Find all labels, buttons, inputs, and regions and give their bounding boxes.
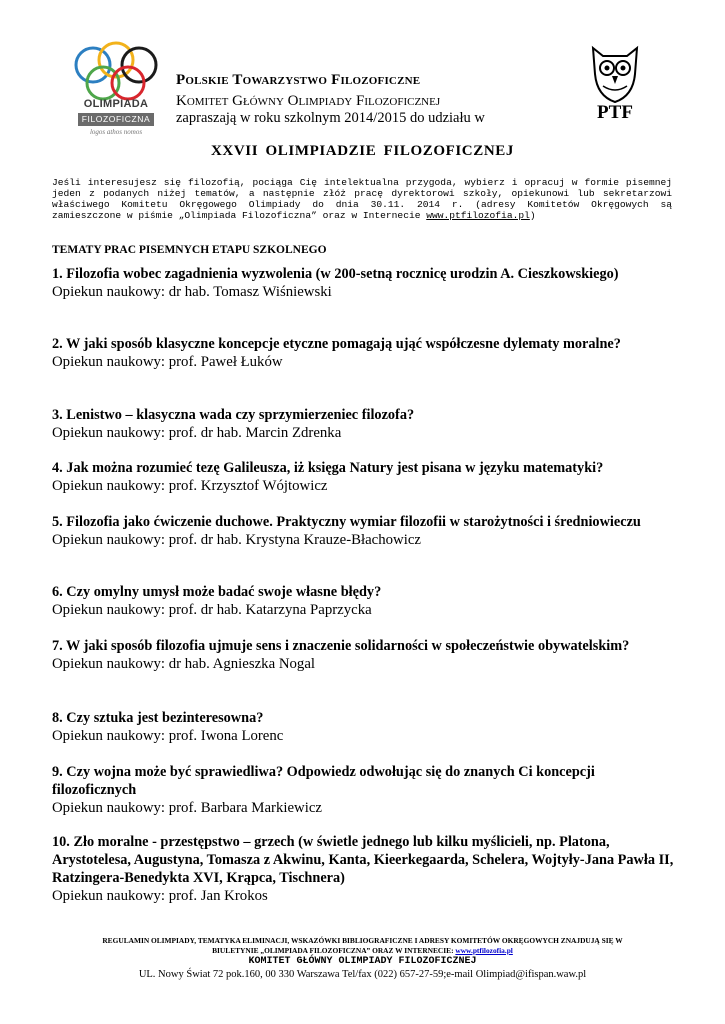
topic-supervisor: Opiekun naukowy: dr hab. Agnieszka Nogal xyxy=(52,656,315,672)
topic-item xyxy=(52,763,677,817)
topic-item xyxy=(52,513,677,549)
topic-title: 10. Zło moralne - przestępstwo – grzech (w świetle jednego lub kilku myślicieli, np. Platona, Arystotelesa, Augustyna, Tomasza z Akwinu, Kanta, Kieerkegaarda, Schelera, Wojtyły-Jana Pawła II, Ratzingera-Benedykta XVI, Krąpca, Tischnera) xyxy=(52,834,674,886)
topic-item xyxy=(52,335,677,371)
ptf-logo xyxy=(585,44,645,128)
topic-item xyxy=(52,709,677,745)
topic-item xyxy=(52,833,677,905)
topic-title: 2. W jaki sposób klasyczne koncepcje etyczne pomagają ująć współczesne dylematy moralne? xyxy=(52,336,621,352)
footer-regulations-line2: BIULETYNIE „OLIMPIADA FILOZOFICZNA” ORAZ W INTERNECIE: xyxy=(212,945,456,955)
topic-title: 1. Filozofia wobec zagadnienia wyzwolenia (w 200-setną rocznicę urodzin A. Cieszkowskiego) xyxy=(52,266,619,282)
topic-item xyxy=(52,406,677,442)
logo-word-olimpiada: OLIMPIADA xyxy=(83,98,149,110)
footer-regulations-line1: REGULAMIN OLIMPIADY, TEMATYKA ELIMINACJI, WSKAZÓWKI BIBLIOGRAFICZNE I ADRESY KOMITETÓW OKRĘGOWYCH ZNAJDUJĄ SIĘ W xyxy=(102,936,623,945)
intro-link[interactable]: www.ptfilozofia.pl xyxy=(426,210,530,221)
topic-item xyxy=(52,637,677,673)
footer-regulations-line2-wrap xyxy=(0,946,725,956)
topic-supervisor: Opiekun naukowy: prof. Jan Krokos xyxy=(52,888,268,904)
footer-link[interactable]: www.ptfilozofia.pl xyxy=(455,945,513,955)
org-name: Polskie Towarzystwo Filozoficzne xyxy=(176,72,421,88)
topic-title: 6. Czy omylny umysł może badać swoje własne błędy? xyxy=(52,584,382,600)
olimpiada-logo xyxy=(66,38,166,146)
topic-title: 9. Czy wojna może być sprawiedliwa? Odpowiedz odwołując się do znanych Ci koncepcji filozoficznych xyxy=(52,764,595,798)
topic-title: 3. Lenistwo – klasyczna wada czy sprzymierzeniec filozofa? xyxy=(52,407,415,423)
topic-supervisor: Opiekun naukowy: prof. dr hab. Krystyna Krauze-Błachowicz xyxy=(52,532,421,548)
intro-text: Jeśli interesujesz się filozofią, pociąga Cię intelektualna przygoda, wybierz i opracuj w formie pisemnej jeden z podanych niżej tematów, a następnie złóż pracę dyrektorowi szkoły, opiekunowi lub sekretarzowi właściwego Komitetu Okręgowego Olimpiady do dnia 30.11. 2014 r. (adresy Komitetów Okręgowych są zamieszczone w piśmie „Olimpiada Filozoficzna” oraz w Internecie xyxy=(52,177,672,221)
topic-supervisor: Opiekun naukowy: prof. dr hab. Katarzyna Paprzycka xyxy=(52,602,372,618)
topic-item xyxy=(52,265,677,301)
olympiad-title: XXVII OLIMPIADZIE FILOZOFICZNEJ xyxy=(211,143,514,159)
owl-icon xyxy=(585,44,645,106)
topic-supervisor: Opiekun naukowy: prof. Paweł Łuków xyxy=(52,354,283,370)
footer-address: UL. Nowy Świat 72 pok.160, 00 330 Warszawa Tel/fax (022) 657-27-59;e-mail Olimpiad@ifispan.waw.pl xyxy=(138,969,587,980)
topic-title: 4. Jak można rozumieć tezę Galileusza, iż księga Natury jest pisana w języku matematyki? xyxy=(52,460,604,476)
topic-title: 8. Czy sztuka jest bezinteresowna? xyxy=(52,710,264,726)
topic-supervisor: Opiekun naukowy: prof. dr hab. Marcin Zdrenka xyxy=(52,425,342,441)
footer-committee: KOMITET GŁÓWNY OLIMPIADY FILOZOFICZNEJ xyxy=(248,956,477,967)
logo-motto: logos athos nomos xyxy=(89,128,143,136)
intro-suffix: ) xyxy=(529,210,536,221)
footer-regulations xyxy=(0,936,725,955)
intro-paragraph xyxy=(52,177,672,221)
ptf-logo-text: PTF xyxy=(597,102,633,123)
topic-supervisor: Opiekun naukowy: prof. Krzysztof Wójtowicz xyxy=(52,478,328,494)
topic-item xyxy=(52,583,677,619)
topic-supervisor: Opiekun naukowy: dr hab. Tomasz Wiśniewski xyxy=(52,284,332,300)
topic-title: 5. Filozofia jako ćwiczenie duchowe. Praktyczny wymiar filozofii w starożytności i średniowieczu xyxy=(52,514,641,530)
logo-word-filozoficzna: FILOZOFICZNA xyxy=(78,113,154,126)
topic-item xyxy=(52,459,677,495)
invitation-text: zapraszają w roku szkolnym 2014/2015 do udziału w xyxy=(176,110,485,126)
topic-supervisor: Opiekun naukowy: prof. Barbara Markiewicz xyxy=(52,800,322,816)
topic-title: 7. W jaki sposób filozofia ujmuje sens i znaczenie solidarności w społeczeństwie obywatelskim? xyxy=(52,638,630,654)
topics-heading: TEMATY PRAC PISEMNYCH ETAPU SZKOLNEGO xyxy=(52,244,327,256)
topic-supervisor: Opiekun naukowy: prof. Iwona Lorenc xyxy=(52,728,284,744)
committee-name: Komitet Główny Olimpiady Filozoficznej xyxy=(176,93,441,109)
